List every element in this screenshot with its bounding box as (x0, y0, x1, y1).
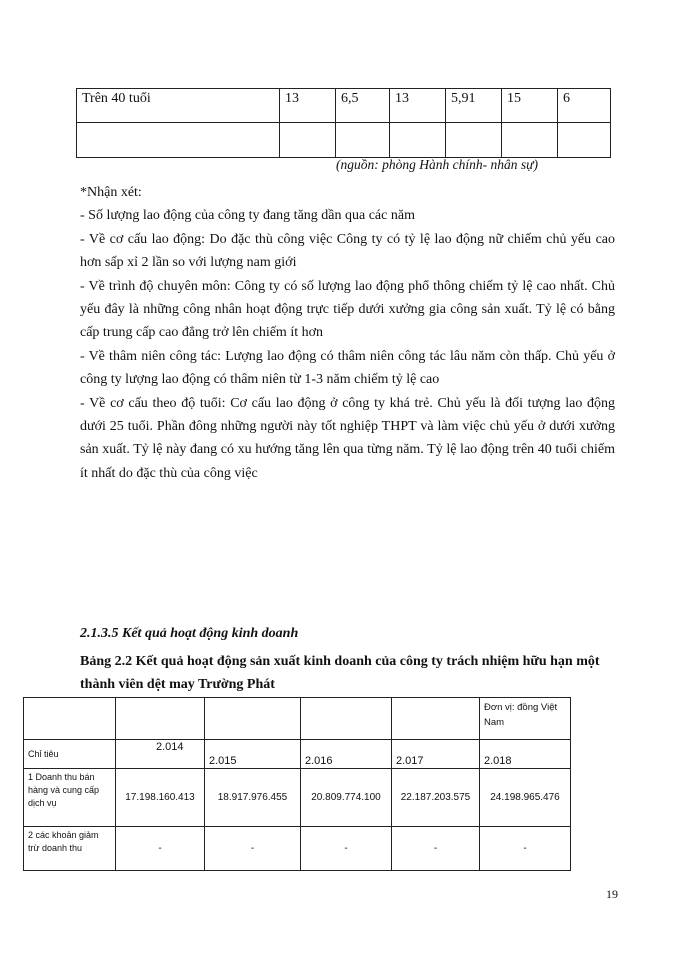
value-cell: - (205, 827, 301, 871)
table-row-empty (77, 123, 611, 158)
year-header: 2.015 (205, 740, 301, 769)
value-cell: 24.198.965.476 (480, 769, 571, 827)
source-note: (nguồn: phòng Hành chính- nhân sự) (336, 157, 538, 172)
page-number: 19 (606, 887, 618, 901)
age-structure-table (76, 88, 611, 158)
table-caption: Bảng 2.2 Kết quả hoạt động sản xuất kinh doanh của công ty trách nhiệm hữu hạn một thành viên dệt may Trường Phát (80, 654, 600, 692)
remark-paragraph: - Về thâm niên công tác: Lượng lao động có thâm niên công tác lâu năm còn thấp. Chủ yếu ở công ty lượng lao động có thâm niên từ 1-3 năm chiếm tỷ lệ cao (80, 348, 615, 388)
table-cell (24, 698, 116, 740)
table-cell (301, 698, 392, 740)
section-title: 2.1.3.5 Kết quả hoạt động kinh doanh (80, 626, 299, 641)
table-cell (280, 123, 336, 158)
table-row (24, 827, 571, 871)
table-cell: 13 (390, 89, 446, 123)
table-row (77, 89, 611, 123)
table-cell (205, 698, 301, 740)
value-cell: 20.809.774.100 (301, 769, 392, 827)
table-cell (336, 123, 390, 158)
year-header: 2.016 (301, 740, 392, 769)
business-results-table (23, 697, 571, 871)
value-cell: 17.198.160.413 (116, 769, 205, 827)
value-cell: 18.917.976.455 (205, 769, 301, 827)
value-cell: 22.187.203.575 (392, 769, 480, 827)
remark-paragraph: - Về cơ cấu theo độ tuổi: Cơ cấu lao động ở công ty khá trẻ. Chủ yếu là đối tượng lao động dưới 25 tuổi. Phần đông những người này tốt nghiệp THPT và làm việc chủ yếu ở dưới xưởng sản xuất. Tỷ lệ này đang có xu hướng tăng lên qua từng năm. Tỷ lệ lao động trên 40 tuổi chiếm ít nhất do đặc thù của công việc (80, 395, 615, 481)
unit-note: Đơn vị: đồng Việt Nam (480, 698, 571, 740)
value-cell: - (116, 827, 205, 871)
table-cell (116, 698, 205, 740)
table-cell (446, 123, 502, 158)
remarks-heading: *Nhận xét: (80, 185, 142, 200)
table-row (24, 769, 571, 827)
indicator-header: Chỉ tiêu (24, 740, 116, 769)
table-cell (502, 123, 558, 158)
table-cell: 15 (502, 89, 558, 123)
table-cell: 6,5 (336, 89, 390, 123)
year-header: 2.017 (392, 740, 480, 769)
remark-paragraph: - Số lượng lao động của công ty đang tăng dần qua các năm (80, 208, 415, 224)
row-label: 1 Doanh thu bán hàng và cung cấp dịch vụ (24, 769, 116, 827)
year-header: 2.018 (480, 740, 571, 769)
table-cell (392, 698, 480, 740)
table-cell (558, 123, 611, 158)
table-row (24, 698, 571, 740)
year-header: 2.014 (116, 740, 205, 769)
table-cell: Trên 40 tuổi (77, 89, 280, 123)
value-cell: - (392, 827, 480, 871)
row-label: 2 các khoản giảm trừ doanh thu (24, 827, 116, 871)
table-cell: 6 (558, 89, 611, 123)
remark-paragraph: - Về trình độ chuyên môn: Công ty có số lượng lao động phổ thông chiếm tỷ lệ cao nhất. Chủ yếu đây là những công nhân hoạt động trực tiếp dưới xưởng gia công sản xuất. Tỷ lệ có bằng cấp trung cấp cao đẳng trở lên chiếm ít hơn (80, 278, 615, 341)
remark-paragraph: - Về cơ cấu lao động: Do đặc thù công việc Công ty có tỷ lệ lao động nữ chiếm chủ yếu cao hơn sấp xỉ 2 lần so với lượng nam giới (80, 231, 615, 271)
table-cell: 5,91 (446, 89, 502, 123)
table-cell (77, 123, 280, 158)
value-cell: - (301, 827, 392, 871)
table-cell (390, 123, 446, 158)
remarks-section (80, 181, 615, 485)
value-cell: - (480, 827, 571, 871)
table-row (24, 740, 571, 769)
table-cell: 13 (280, 89, 336, 123)
